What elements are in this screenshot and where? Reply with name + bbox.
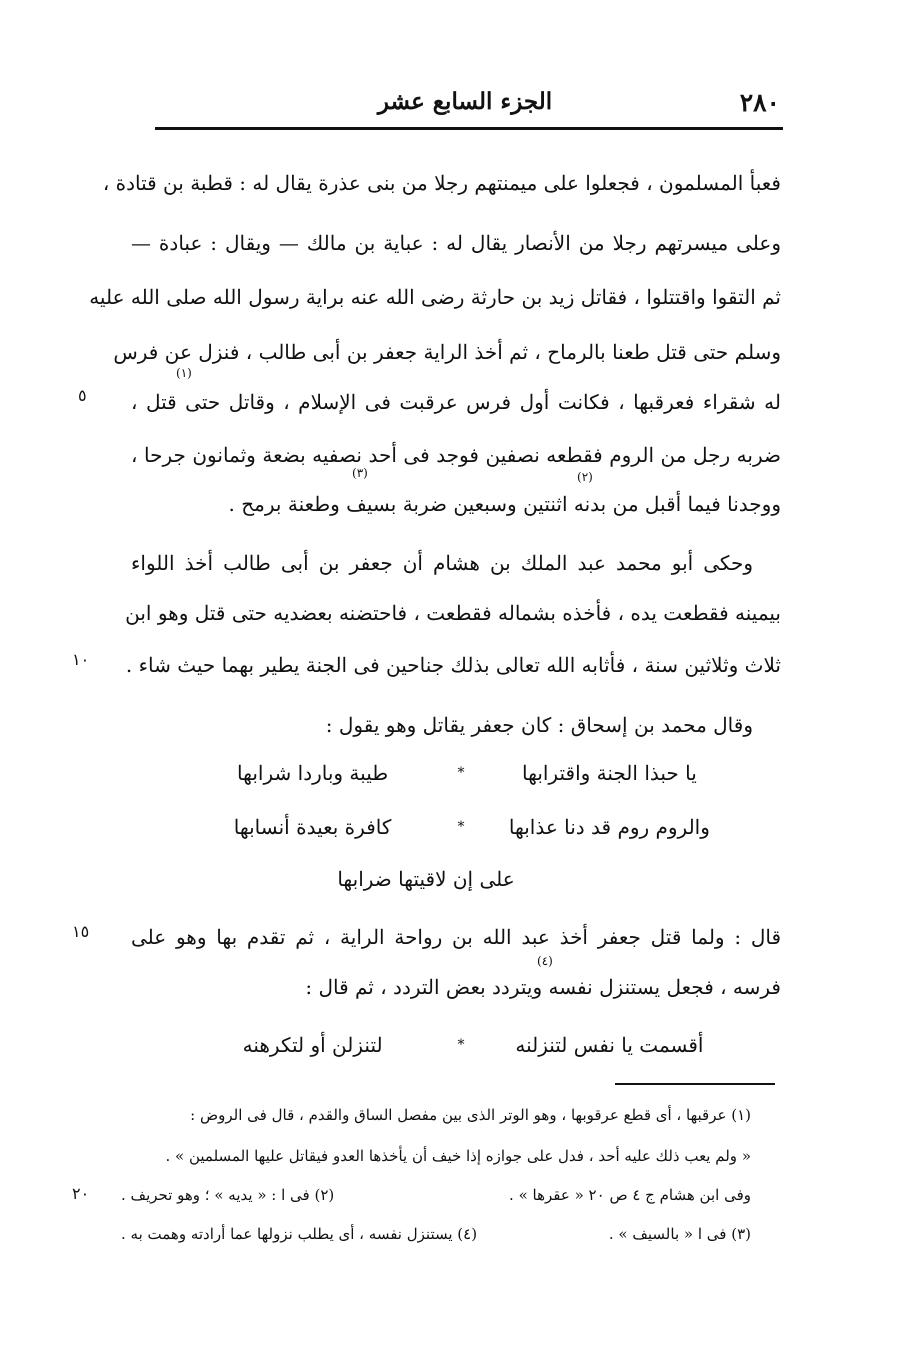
- hemistich-first: أقسمت يا نفس لتنزلنه: [515, 1033, 704, 1057]
- body-line: له شقراء فعرقبها ، فكانت أول فرس عرقبت فى الإسلام ، وقاتل حتى قتل ،: [131, 390, 781, 414]
- footnote-3: (٣) فى ا « بالسيف » .: [608, 1225, 751, 1243]
- hemistich-first: والروم روم قد دنا عذابها: [508, 815, 710, 839]
- verse: [181, 812, 741, 842]
- body-line: ووجدنا فيما أقبل من بدنه اثنتين وسبعين ضربة بسيف وطعنة برمح .: [228, 492, 781, 516]
- footnote-row: [121, 1183, 751, 1207]
- margin-line-number: ١٠: [72, 650, 90, 669]
- body-line: بيمينه فقطعت يده ، فأخذه بشماله فقطعت ، فاحتضنه بعضديه حتى قتل وهو ابن: [125, 601, 781, 625]
- verse-separator: *: [457, 819, 465, 835]
- body-line: ثلاث وثلاثين سنة ، فأثابه الله تعالى بذلك جناحين فى الجنة يطير بهما حيث شاء .: [125, 653, 781, 677]
- verse: [181, 758, 741, 788]
- note-mark-4: (٤): [537, 954, 553, 968]
- body-line: وقال محمد بن إسحاق : كان جعفر يقاتل وهو يقول :: [325, 713, 753, 737]
- margin-line-number: ٥: [78, 386, 87, 405]
- page-number: ٢٨٠: [739, 88, 780, 117]
- verse-final: [306, 864, 546, 894]
- hemistich-first: يا حبذا الجنة واقترابها: [522, 761, 697, 785]
- body-line: وعلى ميسرتهم رجلا من الأنصار يقال له : عباية بن مالك — ويقال : عبادة —: [131, 231, 781, 255]
- running-head: الجزء السابع عشر: [377, 88, 553, 115]
- footnote-row: [121, 1222, 751, 1246]
- margin-line-number: ١٥: [72, 922, 90, 941]
- note-mark-2: (٢): [577, 470, 593, 484]
- hemistich-second: لتنزلن أو لتكرهنه: [242, 1033, 383, 1057]
- body-line: وحكى أبو محمد عبد الملك بن هشام أن جعفر بن أبى طالب أخذ اللواء: [131, 551, 753, 575]
- body-line: ضربه رجل من الروم فقطعه نصفين فوجد فى أحد نصفيه بضعة وثمانون جرحا ،: [131, 443, 781, 467]
- note-mark-1: (١): [176, 366, 192, 380]
- hemistich-second: طيبة وباردا شرابها: [237, 761, 389, 785]
- body-line: ثم التقوا واقتتلوا ، فقاتل زيد بن حارثة رضى الله عنه براية رسول الله صلى الله عليه: [89, 285, 781, 309]
- footnote-2: (٢) فى ا : « يديه » ؛ وهو تحريف .: [121, 1186, 335, 1204]
- verse-separator: *: [457, 765, 465, 781]
- body-line: فرسه ، فجعل يستنزل نفسه ويتردد بعض التردد ، ثم قال :: [305, 975, 781, 999]
- footnote-1: (١) عرقبها ، أى قطع عرقوبها ، وهو الوتر الذى بين مفصل الساق والقدم ، قال فى الروض :: [190, 1106, 751, 1124]
- footnote-1-source: وفى ابن هشام ج ٤ ص ٢٠ « عقرها » .: [509, 1186, 751, 1204]
- note-mark-3: (٣): [352, 466, 368, 480]
- body-line: وسلم حتى قتل طعنا بالرماح ، ثم أخذ الراية جعفر بن أبى طالب ، فنزل عن فرس: [113, 340, 781, 364]
- margin-line-number: ٢٠: [72, 1184, 90, 1203]
- footnote-1-cont: « ولم يعب ذلك عليه أحد ، فدل على جوازه إذا خيف أن يأخذها العدو فيقاتل عليها المسلمين » .: [165, 1147, 751, 1165]
- footnote-4: (٤) يستنزل نفسه ، أى يطلب نزولها عما أرادته وهمت به .: [121, 1225, 478, 1243]
- hemistich-second: كافرة بعيدة أنسابها: [233, 815, 392, 839]
- verse: [181, 1030, 741, 1060]
- body-line: فعبأ المسلمون ، فجعلوا على ميمنتهم رجلا من بنى عذرة يقال له : قطبة بن قتادة ،: [102, 171, 781, 195]
- hemistich-final: على إن لاقيتها ضرابها: [337, 867, 515, 891]
- body-line: قال : ولما قتل جعفر أخذ عبد الله بن رواحة الراية ، ثم تقدم بها وهو على: [131, 925, 781, 949]
- verse-separator: *: [457, 1037, 465, 1053]
- page-header: [150, 88, 780, 124]
- footnote-rule: [615, 1083, 775, 1085]
- header-rule: [155, 127, 783, 130]
